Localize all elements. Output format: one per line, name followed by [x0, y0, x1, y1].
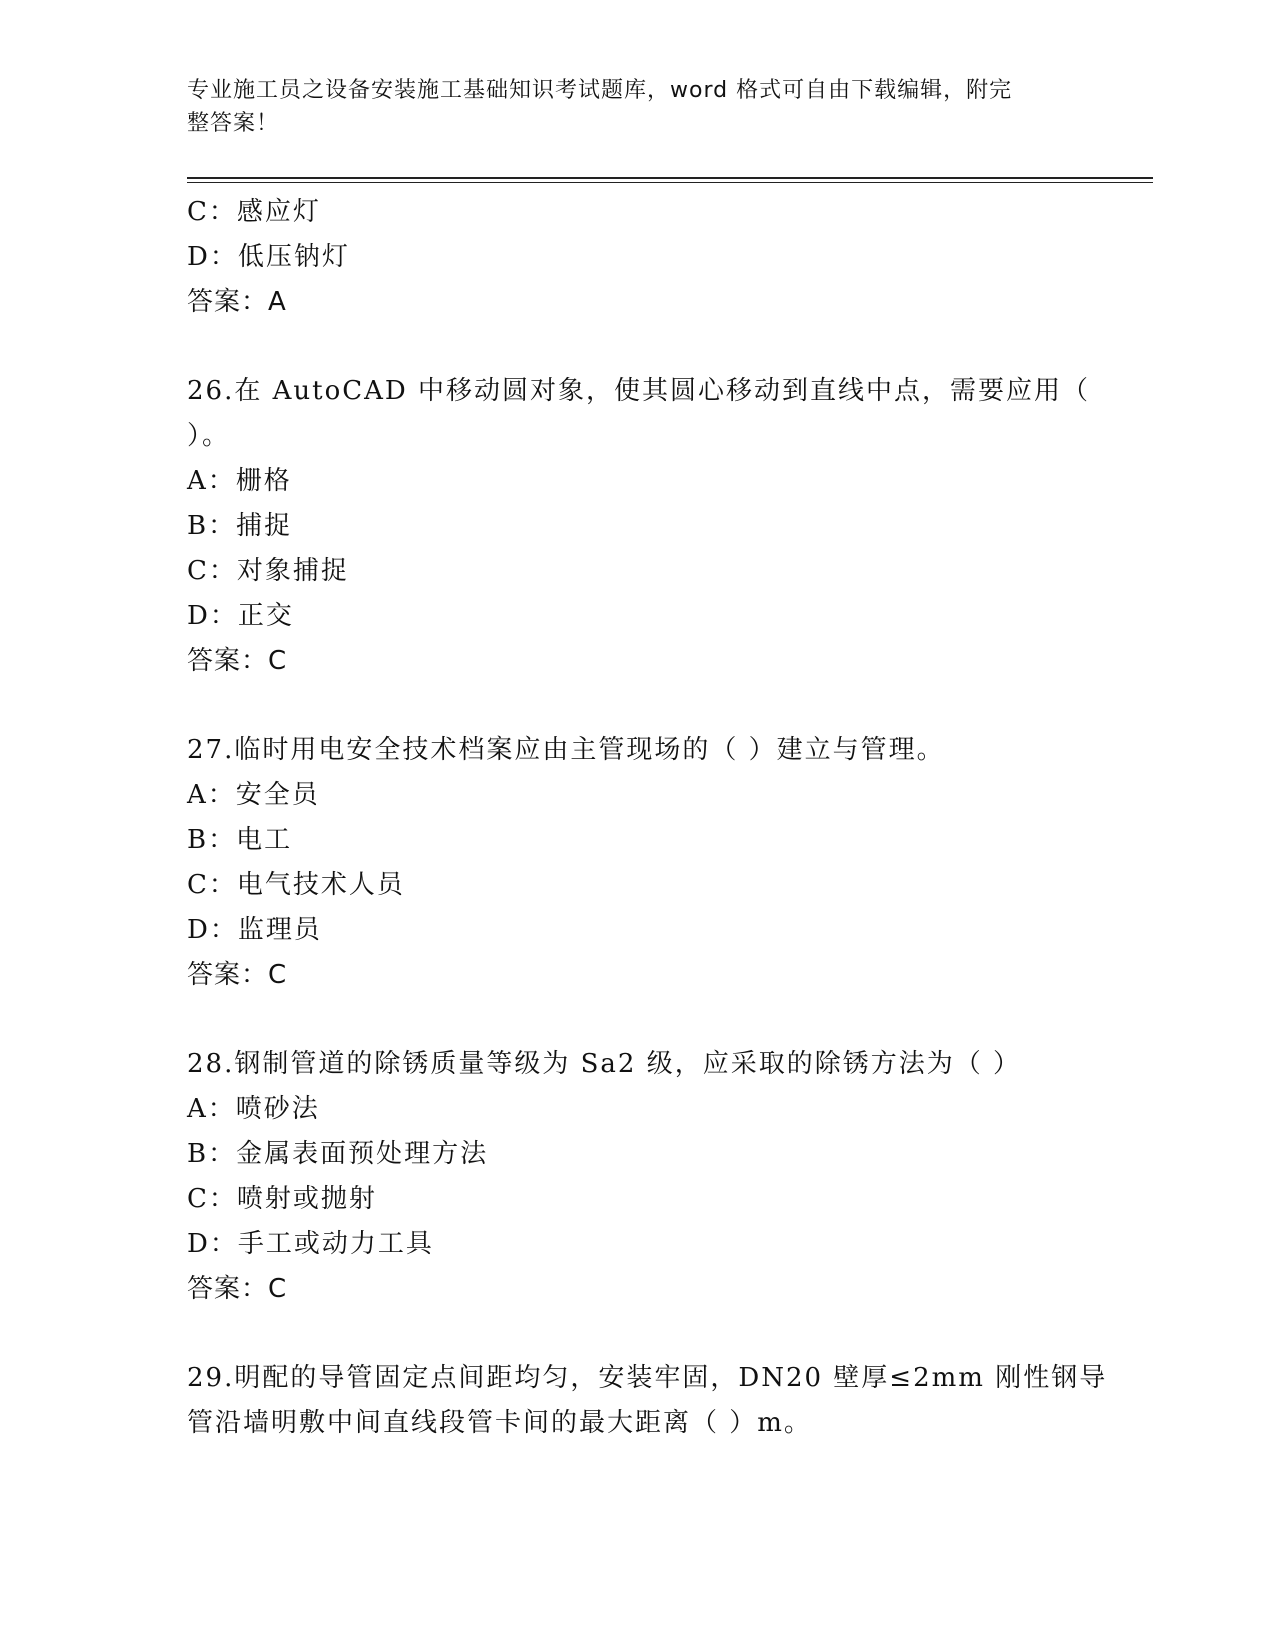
answer-line: 答案：C: [187, 1274, 288, 1304]
header-line-2: 整答案！: [187, 111, 280, 136]
option-c: C：对象捕捉: [187, 556, 349, 586]
header-divider-thin: [187, 182, 1153, 183]
spacer: [187, 998, 1087, 1042]
option-d: D：监理员: [187, 915, 322, 945]
question-text-line: ）。: [187, 421, 231, 451]
spacer: [187, 684, 1087, 728]
spacer: [187, 1312, 1087, 1356]
option-c: C：喷射或抛射: [187, 1184, 377, 1214]
question-29: [187, 1356, 1108, 1446]
document-header: [187, 74, 1067, 140]
answer-line: 答案：A: [187, 287, 287, 317]
option-d: D：手工或动力工具: [187, 1229, 434, 1259]
answer-line: 答案：C: [187, 960, 288, 990]
question-27: [187, 728, 1087, 998]
question-26: [187, 369, 1091, 684]
option-c: C：电气技术人员: [187, 870, 405, 900]
question-text-line: 27.临时用电安全技术档案应由主管现场的（ ）建立与管理。: [187, 735, 945, 765]
previous-question-tail: [187, 190, 1087, 325]
option-d: D：正交: [187, 601, 294, 631]
option-c: C：感应灯: [187, 197, 321, 227]
option-a: A：栅格: [187, 466, 292, 496]
header-divider-thick: [187, 177, 1153, 179]
spacer: [187, 325, 1087, 369]
answer-line: 答案：C: [187, 646, 288, 676]
question-28: [187, 1042, 1087, 1312]
option-a: A：喷砂法: [187, 1094, 320, 1124]
option-a: A：安全员: [187, 780, 320, 810]
question-text-line: 28.钢制管道的除锈质量等级为 Sa2 级，应采取的除锈方法为（ ）: [187, 1049, 1021, 1079]
question-text-line: 29.明配的导管固定点间距均匀，安装牢固，DN20 壁厚≤2mm 刚性钢导: [187, 1363, 1108, 1393]
option-b: B：金属表面预处理方法: [187, 1139, 489, 1169]
option-b: B：电工: [187, 825, 293, 855]
question-text-line: 管沿墙明敷中间直线段管卡间的最大距离（ ）m。: [187, 1408, 812, 1438]
option-d: D：低压钠灯: [187, 242, 350, 272]
option-b: B：捕捉: [187, 511, 293, 541]
document-body: [187, 190, 1108, 1446]
question-text-line: 26.在 AutoCAD 中移动圆对象，使其圆心移动到直线中点，需要应用（: [187, 376, 1091, 406]
header-line-1: 专业施工员之设备安装施工基础知识考试题库，word 格式可自由下载编辑，附完: [187, 78, 1013, 103]
